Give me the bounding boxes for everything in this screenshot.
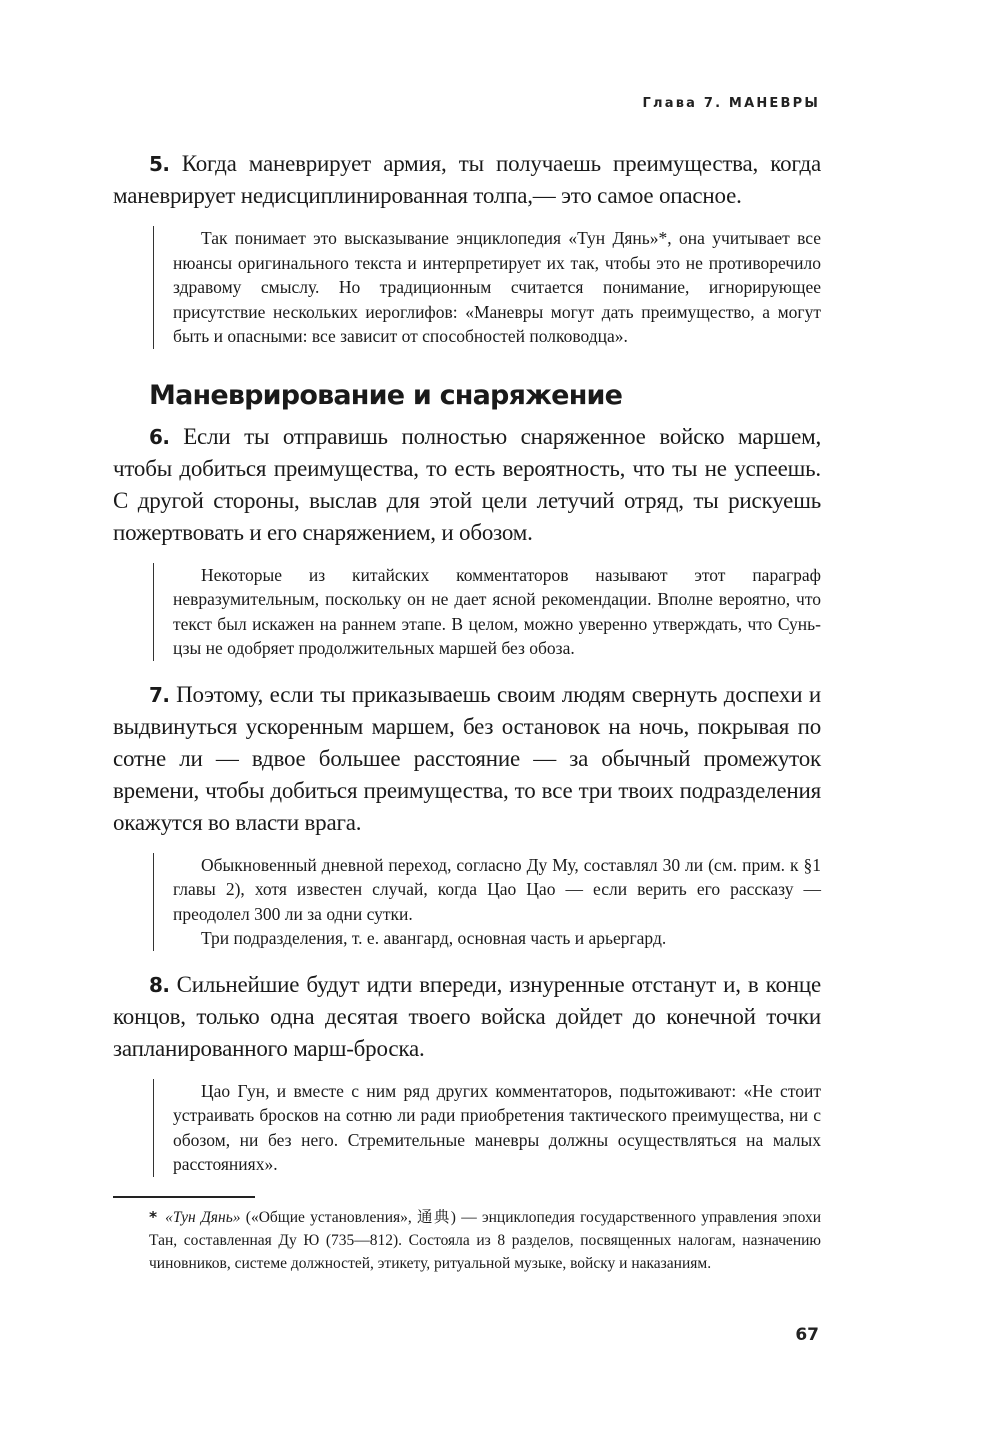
paragraph-5	[113, 148, 821, 212]
paragraph-6	[113, 421, 821, 549]
note-text: Цао Гун, и вместе с ним ряд других комментаторов, подытоживают: «Не стоит устраивать бросков на сотню ли ради приобретения тактического преимущества, ни с обозом, ни без него. Стремительные маневры должны осуществляться на малых расстояниях».	[173, 1080, 821, 1174]
page-body	[113, 148, 821, 1195]
note-text: Некоторые из китайских комментаторов называют этот параграф невразумительным, поскольку он не дает ясной рекомендации. Вполне вероятно, что текст был искажен на раннем этапе. В целом, можно уверенно утверждать, что Сунь-цзы не одобряет продолжительных маршей без обоза.	[173, 564, 821, 658]
footnote-divider	[113, 1196, 255, 1198]
commentary-note	[153, 226, 821, 349]
commentary-note	[153, 563, 821, 661]
paragraph-number: 6.	[149, 424, 170, 449]
commentary-note	[153, 1079, 821, 1177]
paragraph-text: Поэтому, если ты приказываешь своим людям свернуть доспехи и выдвинуться ускоренным маршем, без остановок на ночь, покрывая по сотне ли — вдвое большее расстояние — за обычный промежуток времени, чтобы добиться преимущества, то все три твоих подразделения окажутся во власти врага.	[113, 681, 821, 835]
section-title: Маневрирование и снаряжение	[149, 379, 623, 411]
paragraph-text: Сильнейшие будут идти впереди, изнуренные отстанут и, в конце концов, только одна десятая твоего войска дойдет до конечной точки запланированного марш-броска.	[113, 971, 821, 1061]
paragraph-text: Когда маневрирует армия, ты получаешь преимущества, когда маневрирует недисциплинированная толпа,— это самое опасное.	[113, 151, 821, 208]
paragraph-number: 8.	[149, 972, 170, 997]
page-number: 67	[795, 1325, 819, 1345]
paragraph-number: 7.	[149, 682, 170, 707]
paragraph-text: Если ты отправишь полностью снаряженное войско маршем, чтобы добиться преимущества, то есть вероятность, что ты не успеешь. С другой стороны, выслав для этой цели летучий отряд, ты рискуешь пожертвовать и его снаряжением, и обозом.	[113, 423, 821, 545]
footnote-asterisk-icon: *	[149, 1208, 158, 1226]
note-text: Три подразделения, т. е. авангард, основная часть и арьергард.	[201, 928, 667, 948]
footnote-title: «Тун Дянь»	[165, 1209, 241, 1226]
commentary-note	[153, 853, 821, 951]
footnote-text: («Общие установления», 通典) — энциклопедия государственного управления эпохи Тан, составленная Ду Ю (735—812). Состояла из 8 разделов, посвященных налогам, назначению чиновников, системе должностей, этикету, ритуальной музыке, войску и наказаниям.	[149, 1209, 821, 1272]
paragraph-number: 5.	[149, 152, 170, 176]
footnote	[149, 1206, 821, 1275]
note-text: Обыкновенный дневной переход, согласно Ду Му, составлял 30 ли (см. прим. к §1 главы 2), хотя известен случай, когда Цао Цао — если верить его рассказу — преодолел 300 ли за одни сутки.	[173, 854, 821, 924]
note-text: Так понимает это высказывание энциклопедия «Тун Дянь»*, она учитывает все нюансы оригинального текста и интерпретирует их так, чтобы это не противоречило здравому смыслу. Но традиционным считается понимание, игнорирующее присутствие нескольких иероглифов: «Маневры могут дать преимущество, а могут быть и опасными: все зависит от способностей полководца».	[173, 228, 821, 346]
running-head: Глава 7. МАНЕВРЫ	[642, 96, 820, 111]
paragraph-7	[113, 679, 821, 839]
paragraph-8	[113, 969, 821, 1065]
